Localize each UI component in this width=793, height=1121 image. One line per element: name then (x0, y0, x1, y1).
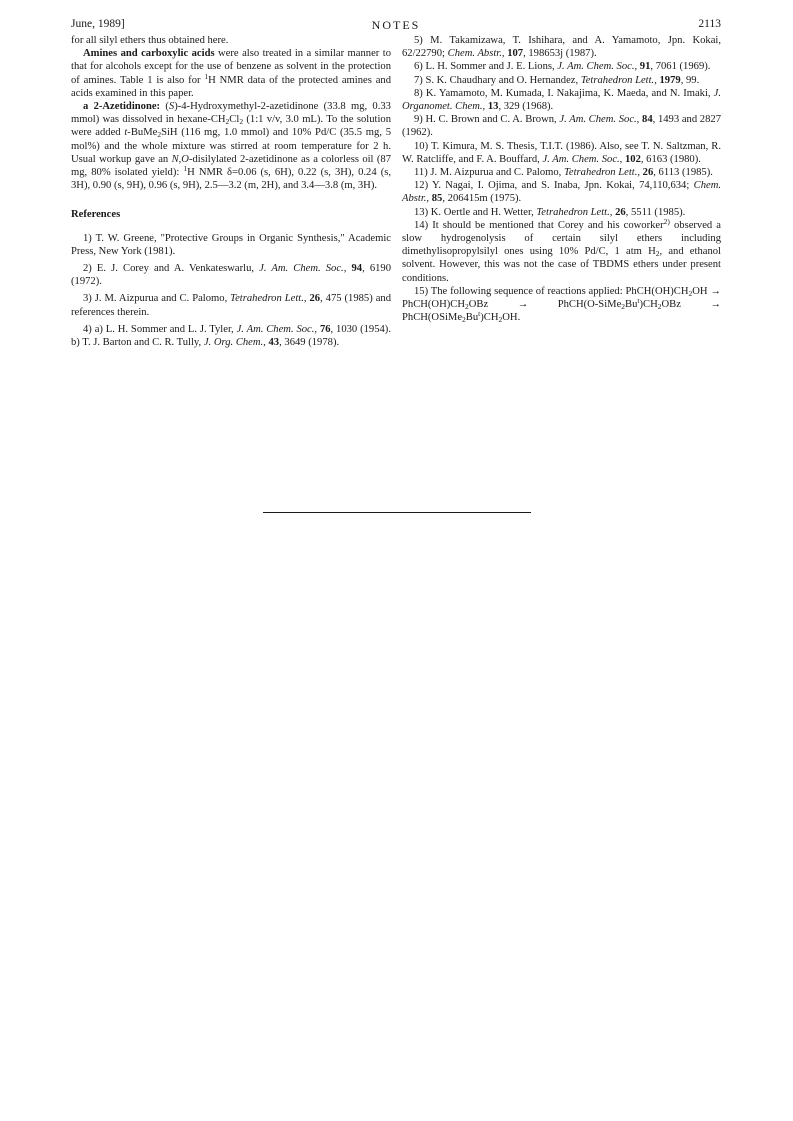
paragraph: for all silyl ethers thus obtained here. (71, 35, 229, 46)
reference-13: 13) K. Oertle and H. Wetter, Tetrahedron Lett., 26, 5511 (1985). (414, 206, 686, 218)
left-column (71, 34, 391, 353)
right-column (402, 34, 721, 324)
reference-3: 3) J. M. Aizpurua and C. Palomo, Tetrahedron Lett., 26, 475 (1985) and references therein. (71, 293, 391, 318)
reference-1: 1) T. W. Greene, "Protective Groups in Organic Synthesis," Academic Press, New York (1981). (71, 232, 391, 257)
running-header (71, 18, 721, 34)
reference-4: 4) a) L. H. Sommer and L. J. Tyler, J. Am. Chem. Soc., 76, 1030 (1954). b) T. J. Barton and C. R. Tully, J. Org. Chem., 43, 3649 (1978). (71, 323, 391, 349)
reference-14: 14) It should be mentioned that Corey and his coworker$^{2)}$ observed a slow hydrogenolysis of certain silyl ethers including dimethylisopropylsilyl ones using 10% Pd/C, 1 atm $H_2$, and ethanol solvent. However, this was not the case of TBDMS ethers under present conditions. (402, 216, 721, 284)
reference-11: 11) J. M. Aizpurua and C. Palomo, Tetrahedron Lett., 26, 6113 (1985). (414, 167, 713, 179)
reference-9: 9) H. C. Brown and C. A. Brown, J. Am. Chem. Soc., 84, 1493 and 2827 (1962). (402, 114, 721, 139)
page-number: 2113 (698, 18, 721, 30)
reference-6: 6) L. H. Sommer and J. E. Lions, J. Am. Chem. Soc., 91, 7061 (1969). (414, 61, 711, 73)
header-section: NOTES (371, 18, 421, 32)
references-heading: References (71, 209, 121, 221)
paragraph-amines: Amines and carboxylic acids were also treated in a similar manner to that for alcohols except for the use of benzene as solvent in the protection of amines. Table 1 is also for $^1$H NMR data of the protected amines and acids examined in this paper. (71, 48, 391, 99)
reference-10: 10) T. Kimura, M. S. Thesis, T.I.T. (1986). Also, see T. N. Saltzman, R. W. Ratcliffe, and F. A. Bouffard, J. Am. Chem. Soc., 102, 6163 (1980). (402, 140, 721, 165)
reference-8: 8) K. Yamamoto, M. Kumada, I. Nakajima, K. Maeda, and N. Imaki, J. Organomet. Chem., 13, 329 (1968). (402, 87, 721, 113)
end-rule (263, 512, 531, 513)
paragraph-azetidinone: a 2-Azetidinone: (S)-4-Hydroxymethyl-2-azetidinone (33.8 mg, 0.33 mmol) was dissolved in hexane-$CH_2Cl_2$ (1:1 v/v, 3.0 mL). To the solution were added t-BuMe$_2$SiH (116 mg, 1.0 mmol) and 10% Pd/C (35.5 mg, 5 mol%) and the whole mixture was stirred at room temperature for 2 h. Usual workup gave an N,O-disilylated 2-azetidinone as a colorless oil (87 mg, 80% isolated yield): $^1$H NMR δ=0.06 (s, 6H), 0.22 (s, 3H), 0.24 (s, 3H), 0.90 (s, 9H), 0.96 (s, 9H), 2.5—3.2 (m, 2H), and 3.4—3.8 (m, 3H). (71, 101, 391, 192)
header-date: June, 1989] (71, 18, 125, 30)
reference-5: 5) M. Takamizawa, T. Ishihara, and A. Yamamoto, Jpn. Kokai, 62/22790; Chem. Abstr., 107, 198653j (1987). (402, 35, 721, 60)
reference-2: 2) E. J. Corey and A. Venkateswarlu, J. Am. Chem. Soc., 94, 6190 (1972). (71, 263, 391, 288)
reference-15: 15) The following sequence of reactions applied: $PhCH(OH)CH_2OH$ → $PhCH(OH)CH_2OBz$ → $PhCH(O-SiMe_2Bu^t)CH_2OBz$ → $PhCH(OSiMe_2Bu^t)CH_2OH$. (402, 285, 722, 325)
reference-12: 12) Y. Nagai, I. Ojima, and S. Inaba, Jpn. Kokai, 74,110,634; Chem. Abstr., 85, 206415m (1975). (402, 180, 721, 205)
reference-7: 7) S. K. Chaudhary and O. Hernandez, Tetrahedron Lett., 1979, 99. (414, 74, 700, 86)
